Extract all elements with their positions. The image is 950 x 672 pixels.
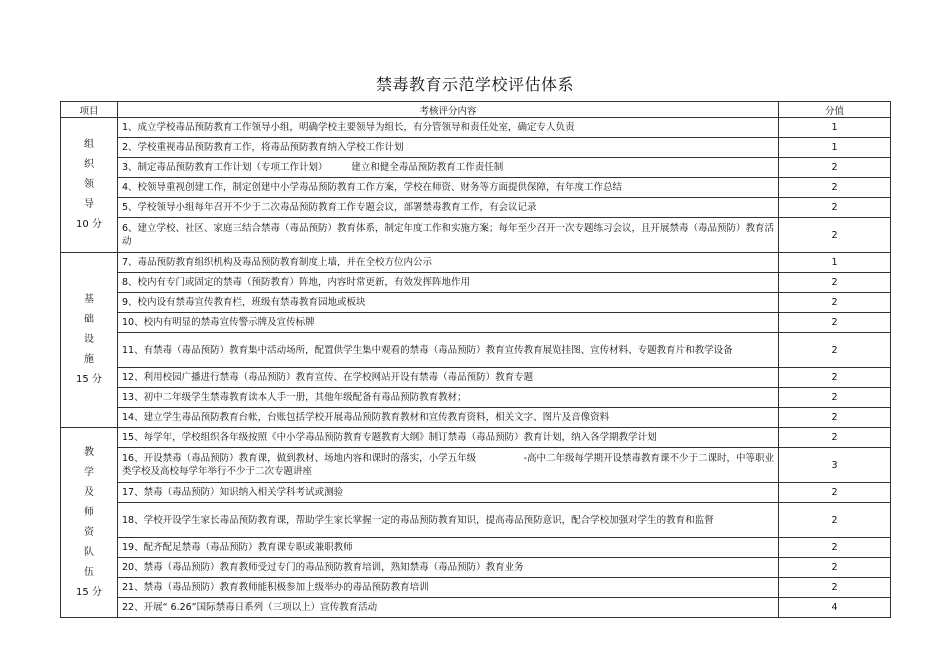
table-row [61,598,891,618]
row-score: 3 [779,448,891,483]
row-content: 18、学校开设学生家长毒品预防教育课，帮助学生家长掌握一定的毒品预防教育知识，提高毒品预防意识，配合学校加强对学生的教育和监督 [118,503,779,538]
header-content: 考核评分内容 [118,102,779,118]
table-row [61,333,891,368]
row-content: 6、建立学校、社区、家庭三结合禁毒（毒品预防）教育体系，制定年度工作和实施方案；每年至少召开一次专题练习会议，且开展禁毒（毒品预防）教育活动 [118,218,779,253]
table-row [61,198,891,218]
row-score: 2 [779,538,891,558]
row-content: 4、校领导重视创建工作，制定创建中小学毒品预防教育工作方案，学校在师资、财务等方面提供保障，有年度工作总结 [118,178,779,198]
row-content: 22、开展“ 6.26”国际禁毒日系列（三项以上）宣传教育活动 [118,598,779,618]
table-row [61,428,891,448]
row-content: 21、禁毒（毒品预防）教育教师能积极参加上级举办的毒品预防教育培训 [118,578,779,598]
table-row [61,313,891,333]
page-title: 禁毒教育示范学校评估体系 [375,75,574,94]
category-points: 15 分 [76,586,102,598]
row-content: 16、开设禁毒（毒品预防）教育课，做到教材、场地内容和课时的落实，小学五年级 -高中二年级每学期开设禁毒教育课不少于二课时，中等职业类学校及高校每学年举行不少于二次专题讲座 [118,448,779,483]
category-infrastructure: 基 础 设 施 15 分 [61,253,118,428]
table-row [61,138,891,158]
evaluation-table [60,101,891,618]
table-row [61,558,891,578]
row-score: 2 [779,408,891,428]
category-points: 10 分 [76,219,102,230]
category-points: 15 分 [76,374,102,385]
header-score: 分值 [779,102,891,118]
row-score: 2 [779,428,891,448]
table-row [61,483,891,503]
row-score: 2 [779,273,891,293]
table-row [61,273,891,293]
row-score: 2 [779,178,891,198]
row-content: 3、制定毒品预防教育工作计划（专项工作计划） 建立和健全毒品预防教育工作责任制 [118,158,779,178]
row-content: 8、校内有专门或固定的禁毒（预防教育）阵地，内容时常更新，有效发挥阵地作用 [118,273,779,293]
row-score: 2 [779,503,891,538]
row-content: 20、禁毒（毒品预防）教育教师受过专门的毒品预防教育培训，熟知禁毒（毒品预防）教育业务 [118,558,779,578]
row-content: 19、配齐配足禁毒（毒品预防）教育课专职或兼职教师 [118,538,779,558]
row-score: 4 [779,598,891,618]
row-score: 2 [779,198,891,218]
row-content: 17、禁毒（毒品预防）知识纳入相关学科考试或测验 [118,483,779,503]
category-org-leadership: 组 织 领 导 10 分 [61,118,118,253]
table-header-row [61,102,891,118]
row-content: 14、建立学生毒品预防教育台帐，台账包括学校开展毒品预防教育教材和宣传教育资料，相关文字、图片及音像资料 [118,408,779,428]
row-content: 7、毒品预防教育组织机构及毒品预防教育制度上墙，并在全校方位内公示 [118,253,779,273]
table-row [61,293,891,313]
table-row [61,388,891,408]
table-row [61,178,891,198]
category-teaching-staff: 教 学 及 师 资 队 伍 15 分 [61,428,118,618]
row-content: 9、校内设有禁毒宣传教育栏，班级有禁毒教育园地或板块 [118,293,779,313]
row-score: 2 [779,158,891,178]
table-row [61,578,891,598]
row-content: 2、学校重视毒品预防教育工作，将毒品预防教育纳入学校工作计划 [118,138,779,158]
row-content: 1、成立学校毒品预防教育工作领导小组，明确学校主要领导为组长，有分管领导和责任处室，确定专人负责 [118,118,779,138]
table-row [61,448,891,483]
row-score: 2 [779,578,891,598]
row-content: 5、学校领导小组每年召开不少于二次毒品预防教育工作专题会议，部署禁毒教育工作，有会议记录 [118,198,779,218]
table-row [61,218,891,253]
table-row [61,538,891,558]
row-content: 12、利用校园广播进行禁毒（毒品预防）教育宣传、在学校网站开设有禁毒（毒品预防）教育专题 [118,368,779,388]
table-row [61,408,891,428]
row-score: 1 [779,138,891,158]
row-score: 2 [779,483,891,503]
row-score: 2 [779,293,891,313]
table-row [61,503,891,538]
header-item: 项目 [61,102,118,118]
table-row [61,158,891,178]
row-score: 2 [779,558,891,578]
table-row [61,253,891,273]
table-row [61,368,891,388]
row-score: 2 [779,333,891,368]
row-content: 15、每学年，学校组织各年级按照《中小学毒品预防教育专题教育大纲》制订禁毒（毒品预防）教育计划，纳入各学期教学计划 [118,428,779,448]
row-content: 10、校内有明显的禁毒宣传警示牌及宣传标牌 [118,313,779,333]
row-score: 1 [779,118,891,138]
row-score: 2 [779,313,891,333]
row-content: 13、初中二年级学生禁毒教育读本人手一册，其他年级配备有毒品预防教育教材； [118,388,779,408]
row-score: 2 [779,388,891,408]
table-row [61,118,891,138]
row-score: 2 [779,368,891,388]
row-score: 2 [779,218,891,253]
row-content: 11、有禁毒（毒品预防）教育集中活动场所，配置供学生集中观看的禁毒（毒品预防）教育宣传教育展览挂图、宣传材料、专题教育片和教学设备 [118,333,779,368]
row-score: 1 [779,253,891,273]
